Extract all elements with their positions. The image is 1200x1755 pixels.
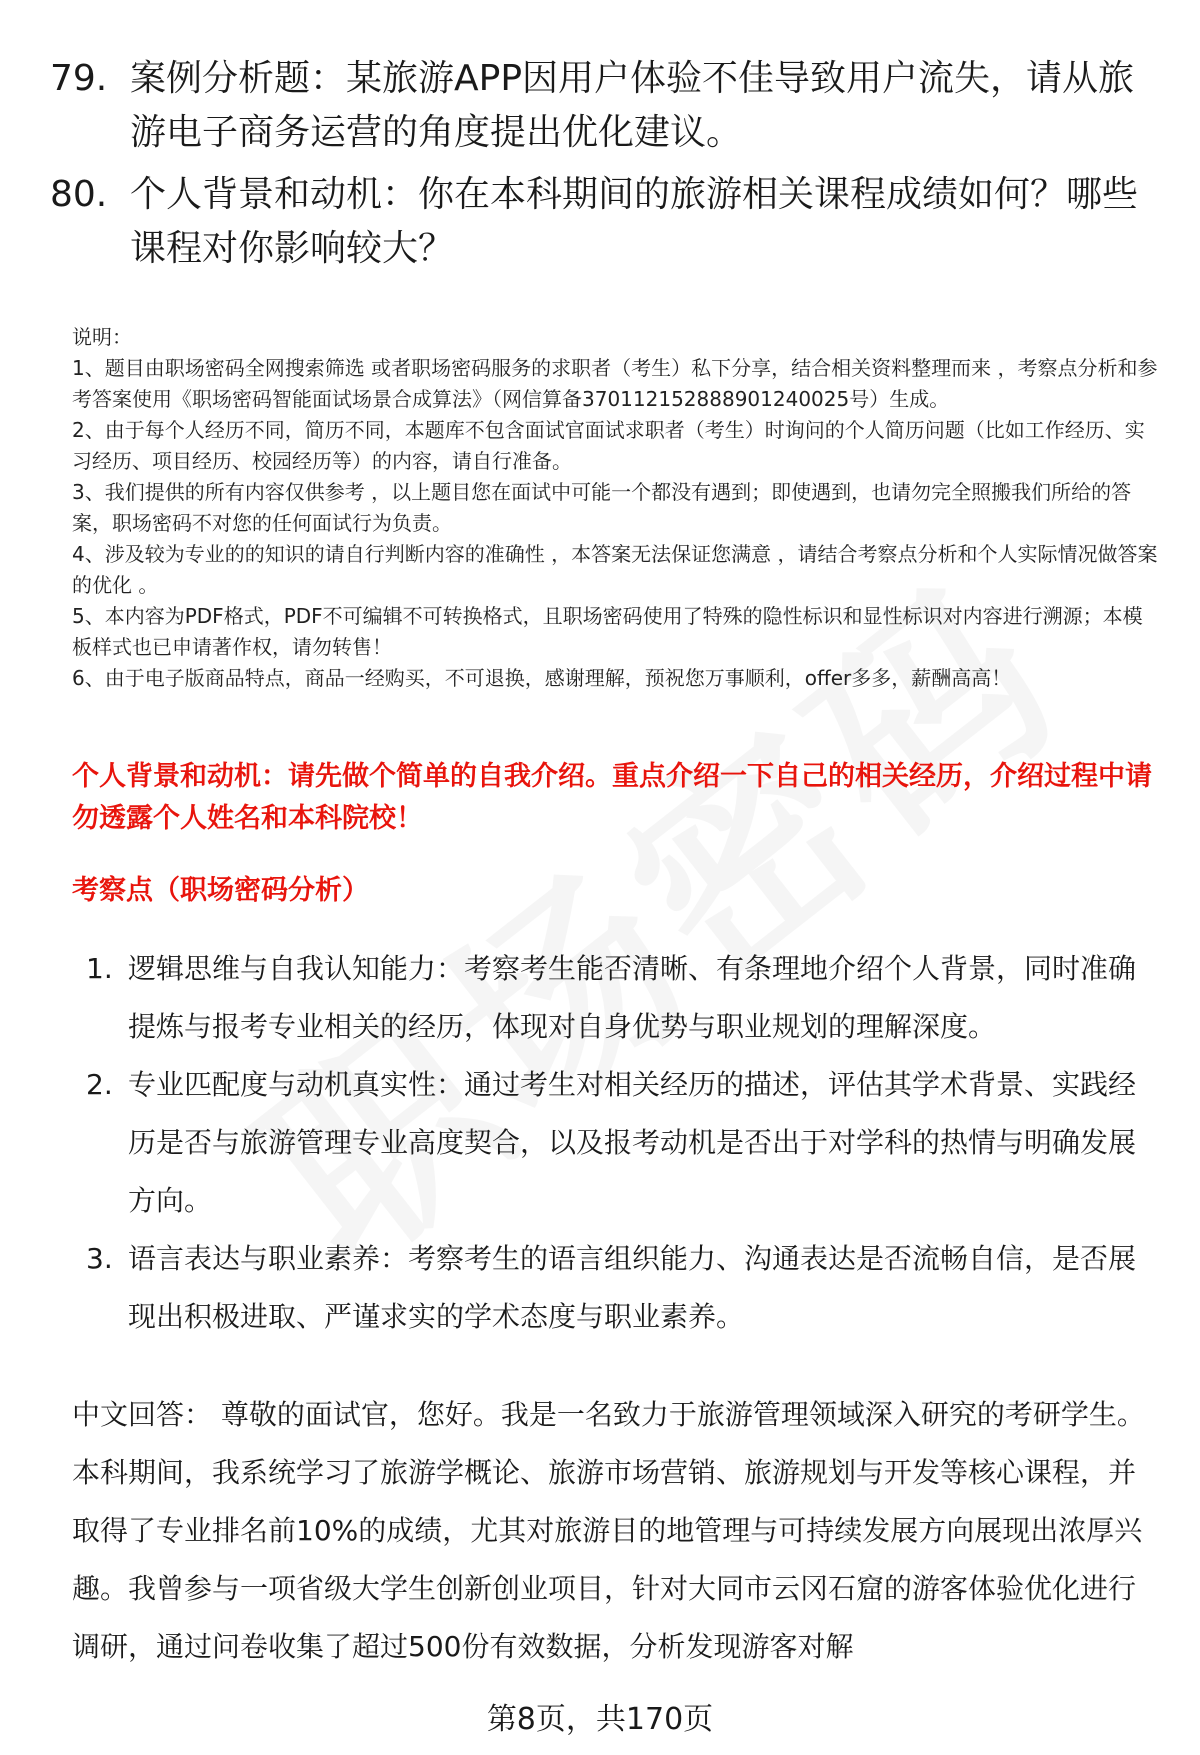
note-item: 4、涉及较为专业的的知识的请自行判断内容的准确性 ，本答案无法保证您满意 ，请结合考察点分析和个人实际情况做答案的优化 。 xyxy=(72,542,1158,597)
note-item: 1、题目由职场密码全网搜索筛选 或者职场密码服务的求职者（考生）私下分享，结合相关资料整理而来 ，考察点分析和参考答案使用《职场密码智能面试场景合成算法》（网信算备370112152888901240025号）生成。 xyxy=(72,356,1158,411)
point-number: 2. xyxy=(86,1068,113,1101)
notes-title: 说明： xyxy=(72,325,132,349)
question-79 xyxy=(50,52,1160,160)
note-item: 3、我们提供的所有内容仅供参考 ，以上题目您在面试中可能一个都没有遇到；即使遇到，也请勿完全照搬我们所给的答案，职场密码不对您的任何面试行为负责。 xyxy=(72,480,1132,535)
note-item: 6、由于电子版商品特点，商品一经购买，不可退换，感谢理解，预祝您万事顺利，offer多多，薪酬高高！ xyxy=(72,666,1012,690)
question-80 xyxy=(50,168,1160,276)
point-number: 3. xyxy=(86,1242,113,1275)
point-text: 语言表达与职业素养：考察考生的语言组织能力、沟通表达是否流畅自信，是否展现出积极进取、严谨求实的学术态度与职业素养。 xyxy=(128,1242,1137,1333)
page-footer: 第8页，共170页 xyxy=(486,1702,714,1737)
analysis-points xyxy=(72,940,1162,1346)
analysis-heading: 考察点（职场密码分析） xyxy=(72,875,369,906)
question-text: 个人背景和动机：你在本科期间的旅游相关课程成绩如何？哪些课程对你影响较大？ xyxy=(130,174,1139,269)
analysis-point xyxy=(72,1230,1162,1346)
note-item: 5、本内容为PDF格式，PDF不可编辑不可转换格式，且职场密码使用了特殊的隐性标识和显性标识对内容进行溯源；本模板样式也已申请著作权，请勿转售！ xyxy=(72,604,1143,659)
point-number: 1. xyxy=(86,952,113,985)
answer-text: 中文回答： 尊敬的面试官，您好。我是一名致力于旅游管理领域深入研究的考研学生。本科期间，我系统学习了旅游学概论、旅游市场营销、旅游规划与开发等核心课程，并取得了专业排名前10%的成绩，尤其对旅游目的地管理与可持续发展方向展现出浓厚兴趣。我曾参与一项省级大学生创新创业项目，针对大同市云冈石窟的游客体验优化进行调研，通过问卷收集了超过500份有效数据，分析发现游客对解 xyxy=(72,1398,1145,1663)
analysis-point xyxy=(72,1056,1162,1230)
question-text: 案例分析题：某旅游APP因用户体验不佳导致用户流失，请从旅游电子商务运营的角度提出优化建议。 xyxy=(130,58,1135,153)
question-number: 80. xyxy=(50,174,108,215)
notes-section xyxy=(72,322,1162,694)
point-text: 逻辑思维与自我认知能力：考察考生能否清晰、有条理地介绍个人背景，同时准确提炼与报考专业相关的经历，体现对自身优势与职业规划的理解深度。 xyxy=(128,952,1137,1043)
analysis-point xyxy=(72,940,1162,1056)
point-text: 专业匹配度与动机真实性：通过考生对相关经历的描述，评估其学术背景、实践经历是否与旅游管理专业高度契合，以及报考动机是否出于对学科的热情与明确发展方向。 xyxy=(128,1068,1137,1217)
question-number: 79. xyxy=(50,58,108,99)
note-item: 2、由于每个人经历不同，简历不同，本题库不包含面试官面试求职者（考生）时询问的个人简历问题（比如工作经历、实习经历、项目经历、校园经历等）的内容，请自行准备。 xyxy=(72,418,1145,473)
question-heading: 个人背景和动机：请先做个简单的自我介绍。重点介绍一下自己的相关经历，介绍过程中请勿透露个人姓名和本科院校！ xyxy=(72,761,1152,834)
